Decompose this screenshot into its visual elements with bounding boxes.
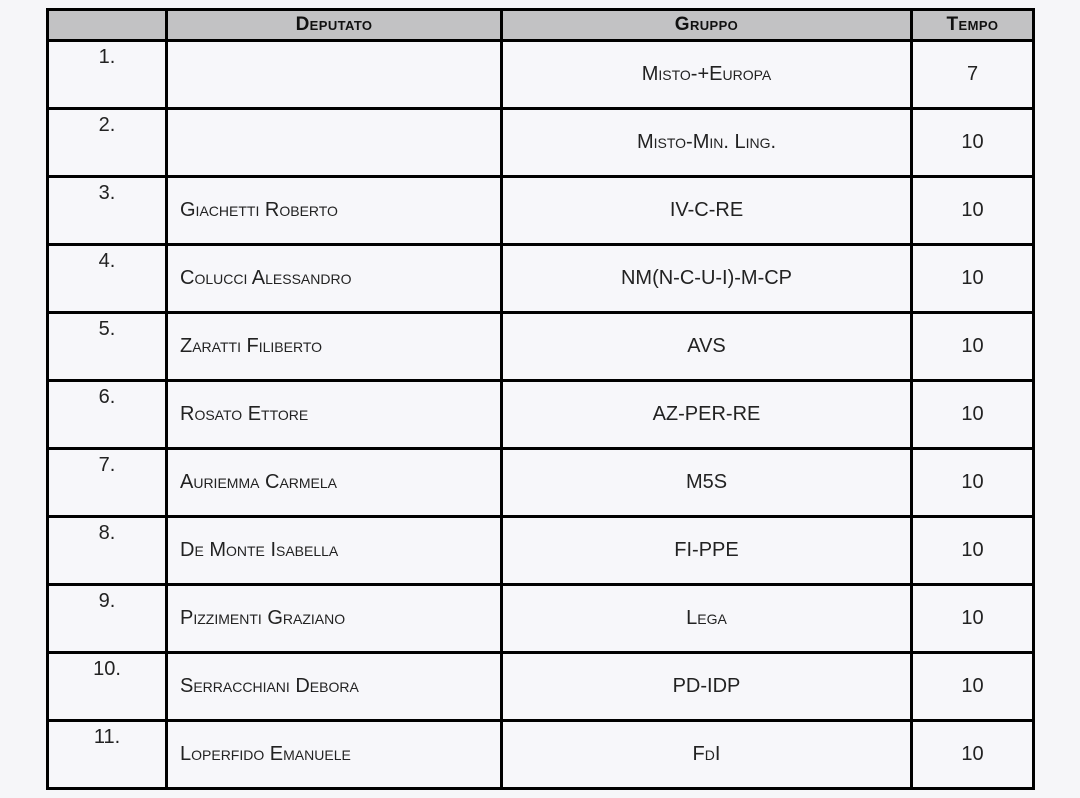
deputies-time-table [46, 8, 1035, 790]
row-number-cell: 11. [48, 721, 167, 789]
deputato-cell [167, 109, 502, 177]
table-row [48, 177, 1034, 245]
tempo-cell: 10 [912, 245, 1034, 313]
gruppo-cell: Misto-Min. Ling. [502, 109, 912, 177]
deputato-cell: Auriemma Carmela [167, 449, 502, 517]
tempo-cell: 10 [912, 177, 1034, 245]
table-body [48, 41, 1034, 789]
row-number-cell: 5. [48, 313, 167, 381]
column-header-deputato: Deputato [167, 10, 502, 41]
row-number-cell: 10. [48, 653, 167, 721]
gruppo-cell: PD-IDP [502, 653, 912, 721]
row-number-cell: 7. [48, 449, 167, 517]
table-row [48, 41, 1034, 109]
table-row [48, 381, 1034, 449]
table-row [48, 313, 1034, 381]
deputato-cell: Colucci Alessandro [167, 245, 502, 313]
gruppo-cell: AZ-PER-RE [502, 381, 912, 449]
gruppo-cell: AVS [502, 313, 912, 381]
tempo-cell: 10 [912, 313, 1034, 381]
row-number-cell: 8. [48, 517, 167, 585]
row-number-cell: 3. [48, 177, 167, 245]
row-number-cell: 4. [48, 245, 167, 313]
tempo-cell: 7 [912, 41, 1034, 109]
deputato-cell: De Monte Isabella [167, 517, 502, 585]
tempo-cell: 10 [912, 449, 1034, 517]
column-header-tempo: Tempo [912, 10, 1034, 41]
row-number-cell: 1. [48, 41, 167, 109]
tempo-cell: 10 [912, 517, 1034, 585]
table-row [48, 245, 1034, 313]
row-number-cell: 9. [48, 585, 167, 653]
tempo-cell: 10 [912, 585, 1034, 653]
gruppo-cell: Misto-+Europa [502, 41, 912, 109]
gruppo-cell: Lega [502, 585, 912, 653]
table-row [48, 517, 1034, 585]
tempo-cell: 10 [912, 381, 1034, 449]
row-number-cell: 6. [48, 381, 167, 449]
gruppo-cell: FI-PPE [502, 517, 912, 585]
tempo-cell: 10 [912, 653, 1034, 721]
column-header-gruppo: Gruppo [502, 10, 912, 41]
header-row [48, 10, 1034, 41]
tempo-cell: 10 [912, 721, 1034, 789]
gruppo-cell: NM(N-C-U-I)-M-CP [502, 245, 912, 313]
table-row [48, 721, 1034, 789]
gruppo-cell: FdI [502, 721, 912, 789]
table-row [48, 449, 1034, 517]
table-row [48, 653, 1034, 721]
deputato-cell: Giachetti Roberto [167, 177, 502, 245]
deputato-cell [167, 41, 502, 109]
deputato-cell: Serracchiani Debora [167, 653, 502, 721]
deputato-cell: Pizzimenti Graziano [167, 585, 502, 653]
table-row [48, 585, 1034, 653]
table-row [48, 109, 1034, 177]
gruppo-cell: IV-C-RE [502, 177, 912, 245]
tempo-cell: 10 [912, 109, 1034, 177]
deputato-cell: Zaratti Filiberto [167, 313, 502, 381]
row-number-cell: 2. [48, 109, 167, 177]
column-header-number [48, 10, 167, 41]
deputato-cell: Loperfido Emanuele [167, 721, 502, 789]
deputato-cell: Rosato Ettore [167, 381, 502, 449]
gruppo-cell: M5S [502, 449, 912, 517]
